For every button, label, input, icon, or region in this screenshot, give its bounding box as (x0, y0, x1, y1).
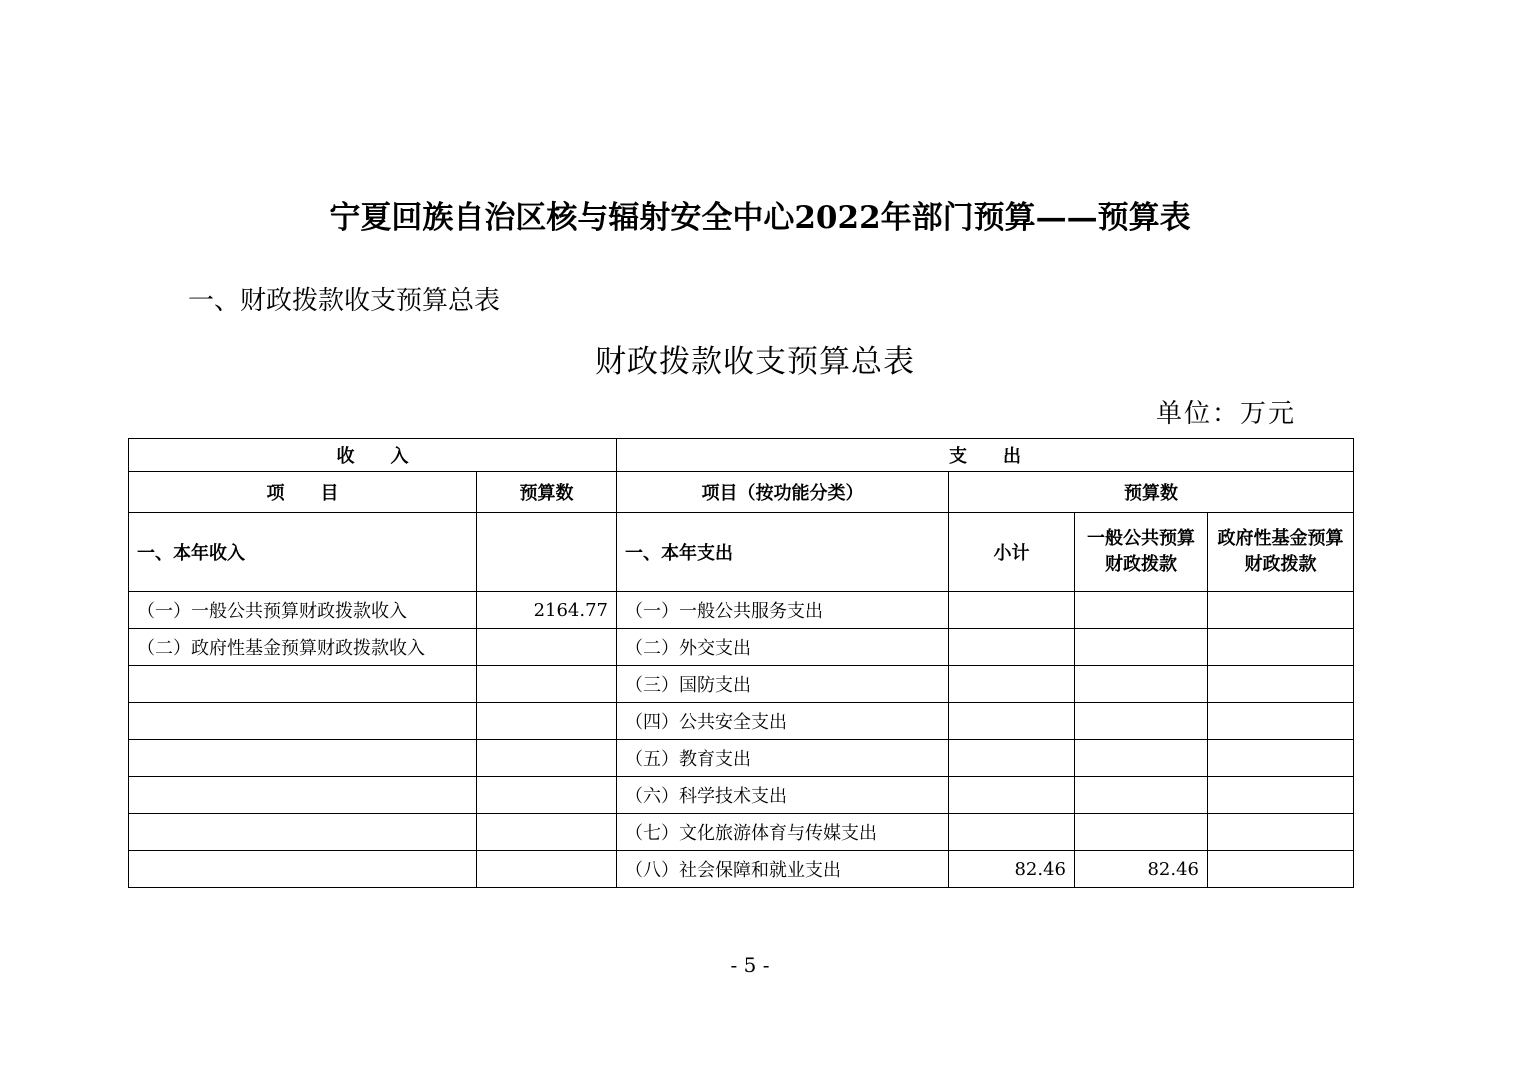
subtotal-cell (949, 777, 1075, 814)
subtotal-cell (949, 629, 1075, 666)
table-row (129, 592, 1354, 629)
table-row (129, 740, 1354, 777)
table-row (129, 666, 1354, 703)
subtotal-cell (949, 703, 1075, 740)
income-item-cell: （一）一般公共预算财政拨款收入 (129, 592, 477, 629)
income-amount-cell (477, 629, 617, 666)
income-budget-header: 预算数 (477, 472, 617, 513)
income-group-header: 收 入 (129, 439, 617, 472)
table-row (129, 703, 1354, 740)
expense-total-label: 一、本年支出 (617, 513, 949, 592)
budget-summary-table (128, 438, 1354, 888)
expense-group-header: 支 出 (617, 439, 1354, 472)
table-total-row (129, 513, 1354, 592)
income-item-header: 项 目 (129, 472, 477, 513)
document-title: 宁夏回族自治区核与辐射安全中心2022年部门预算——预算表 (329, 200, 1191, 236)
expense-item-cell: （六）科学技术支出 (617, 777, 949, 814)
general-public-cell (1075, 814, 1208, 851)
income-amount-cell (477, 740, 617, 777)
gov-fund-cell (1208, 851, 1354, 888)
subtotal-cell (949, 814, 1075, 851)
subtotal-cell (949, 740, 1075, 777)
gov-fund-cell (1208, 777, 1354, 814)
income-total-label: 一、本年收入 (129, 513, 477, 592)
expense-item-cell: （四）公共安全支出 (617, 703, 949, 740)
income-item-cell (129, 777, 477, 814)
income-item-cell: （二）政府性基金预算财政拨款收入 (129, 629, 477, 666)
expense-item-cell: （三）国防支出 (617, 666, 949, 703)
gov-fund-cell (1208, 666, 1354, 703)
table-column-header-row (129, 472, 1354, 513)
expense-item-cell: （七）文化旅游体育与传媒支出 (617, 814, 949, 851)
unit-label: 单位：万元 (1156, 399, 1297, 429)
expense-budget-header: 预算数 (949, 472, 1354, 513)
income-amount-cell (477, 851, 617, 888)
subtotal-cell: 82.46 (949, 851, 1075, 888)
income-item-cell (129, 851, 477, 888)
table-group-header-row (129, 439, 1354, 472)
income-amount-cell (477, 814, 617, 851)
expense-func-item-header: 项目（按功能分类） (617, 472, 949, 513)
general-public-cell (1075, 740, 1208, 777)
general-public-cell (1075, 592, 1208, 629)
income-item-cell (129, 740, 477, 777)
general-public-header: 一般公共预算财政拨款 (1075, 513, 1208, 592)
general-public-cell (1075, 777, 1208, 814)
table-row (129, 851, 1354, 888)
subtotal-header: 小计 (949, 513, 1075, 592)
income-item-cell (129, 666, 477, 703)
table-row (129, 777, 1354, 814)
expense-item-cell: （一）一般公共服务支出 (617, 592, 949, 629)
general-public-cell (1075, 666, 1208, 703)
expense-item-cell: （八）社会保障和就业支出 (617, 851, 949, 888)
page-number: - 5 - (730, 953, 770, 977)
table-row (129, 814, 1354, 851)
income-item-cell (129, 814, 477, 851)
gov-fund-cell (1208, 592, 1354, 629)
expense-item-cell: （五）教育支出 (617, 740, 949, 777)
expense-item-cell: （二）外交支出 (617, 629, 949, 666)
subtotal-cell (949, 592, 1075, 629)
subtotal-cell (949, 666, 1075, 703)
gov-fund-header: 政府性基金预算财政拨款 (1208, 513, 1354, 592)
general-public-cell (1075, 703, 1208, 740)
income-amount-cell (477, 666, 617, 703)
gov-fund-cell (1208, 740, 1354, 777)
income-amount-cell: 2164.77 (477, 592, 617, 629)
income-amount-cell (477, 703, 617, 740)
income-item-cell (129, 703, 477, 740)
income-amount-cell (477, 777, 617, 814)
section-heading: 一、财政拨款收支预算总表 (188, 286, 501, 316)
gov-fund-cell (1208, 629, 1354, 666)
table-title: 财政拨款收支预算总表 (595, 344, 915, 380)
table-row (129, 629, 1354, 666)
gov-fund-cell (1208, 703, 1354, 740)
general-public-cell (1075, 629, 1208, 666)
gov-fund-cell (1208, 814, 1354, 851)
general-public-cell: 82.46 (1075, 851, 1208, 888)
income-total-amount (477, 513, 617, 592)
